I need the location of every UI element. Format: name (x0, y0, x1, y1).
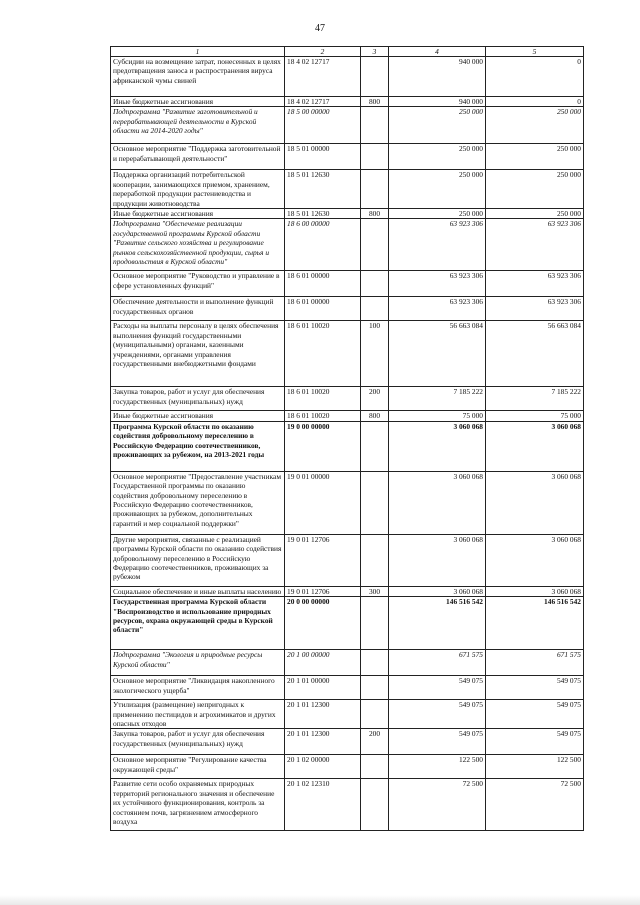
cell-amount-year-2: 63 923 306 (486, 297, 584, 321)
cell-amount-year-1: 56 663 084 (389, 321, 486, 387)
page-number: 47 (315, 23, 325, 34)
table-row (111, 57, 584, 97)
cell-amount-year-2: 72 500 (486, 779, 584, 831)
cell-expense-type (361, 107, 389, 144)
cell-name: Другие мероприятия, связанные с реализацией программы Курской области по оказанию содействия добровольному переселению в Российскую Федерацию соотечественников, проживающих за рубежом (111, 534, 285, 586)
cell-amount-year-2: 122 500 (486, 755, 584, 779)
cell-name: Основное мероприятие "Руководство и управление в сфере установленных функций" (111, 271, 285, 297)
cell-target-code: 18 4 02 12717 (285, 97, 361, 107)
cell-name: Основное мероприятие "Поддержка заготовительной и перерабатывающей деятельности" (111, 144, 285, 170)
cell-expense-type (361, 170, 389, 209)
table-row (111, 387, 584, 411)
cell-expense-type (361, 271, 389, 297)
cell-amount-year-2: 250 000 (486, 170, 584, 209)
cell-expense-type: 300 (361, 586, 389, 596)
cell-amount-year-1: 3 060 068 (389, 586, 486, 596)
cell-amount-year-1: 72 500 (389, 779, 486, 831)
cell-target-code: 20 0 00 00000 (285, 597, 361, 650)
cell-amount-year-1: 63 923 306 (389, 271, 486, 297)
cell-name: Иные бюджетные ассигнования (111, 411, 285, 421)
cell-expense-type (361, 144, 389, 170)
header-col-5: 5 (486, 47, 584, 57)
cell-amount-year-2: 250 000 (486, 144, 584, 170)
cell-name: Обеспечение деятельности и выполнение функций государственных органов (111, 297, 285, 321)
cell-amount-year-2: 549 075 (486, 676, 584, 700)
cell-name: Субсидии на возмещение затрат, понесенных в целях предотвращения заноса и распространения вируса африканской чумы свиней (111, 57, 285, 97)
cell-expense-type (361, 779, 389, 831)
cell-expense-type (361, 421, 389, 471)
cell-name: Подпрограмма "Развитие заготовительной и перерабатывающей деятельности в Курской области на 2014-2020 годы" (111, 107, 285, 144)
cell-amount-year-2: 75 000 (486, 411, 584, 421)
cell-name: Государственная программа Курской области "Воспроизводство и использование природных ресурсов, охрана окружающей среды в Курской области" (111, 597, 285, 650)
cell-amount-year-1: 549 075 (389, 676, 486, 700)
cell-amount-year-1: 63 923 306 (389, 219, 486, 271)
table-row (111, 700, 584, 729)
cell-name: Закупка товаров, работ и услуг для обеспечения государственных (муниципальных) нужд (111, 387, 285, 411)
table-row (111, 676, 584, 700)
cell-name: Утилизация (размещение) непригодных к применению пестицидов и агрохимикатов и других опасных отходов (111, 700, 285, 729)
cell-amount-year-2: 56 663 084 (486, 321, 584, 387)
cell-name: Программа Курской области по оказанию содействия добровольному переселению в Российскую Федерацию соотечественников, проживающих за рубежом, на 2013-2021 годы (111, 421, 285, 471)
table-row (111, 271, 584, 297)
table-header-row (111, 47, 584, 57)
table-row (111, 107, 584, 144)
header-col-3: 3 (361, 47, 389, 57)
cell-name: Иные бюджетные ассигнования (111, 209, 285, 219)
table-row (111, 321, 584, 387)
cell-name: Подпрограмма "Экология и природные ресурсы Курской области" (111, 650, 285, 676)
cell-expense-type (361, 297, 389, 321)
table-row (111, 650, 584, 676)
cell-amount-year-2: 549 075 (486, 729, 584, 755)
cell-amount-year-1: 3 060 068 (389, 534, 486, 586)
cell-amount-year-2: 63 923 306 (486, 271, 584, 297)
cell-name: Расходы на выплаты персоналу в целях обеспечения выполнения функций государственными (муниципальными) органами, казенными учреждениями, органами управления государственными внебюджетными фондами (111, 321, 285, 387)
cell-expense-type: 800 (361, 411, 389, 421)
cell-amount-year-1: 146 516 542 (389, 597, 486, 650)
cell-target-code: 20 1 02 12310 (285, 779, 361, 831)
cell-target-code: 18 6 01 10020 (285, 387, 361, 411)
budget-table (110, 46, 584, 831)
table-row (111, 586, 584, 596)
cell-expense-type: 200 (361, 387, 389, 411)
cell-target-code: 18 5 01 12630 (285, 170, 361, 209)
cell-target-code: 18 6 01 00000 (285, 271, 361, 297)
cell-amount-year-2: 146 516 542 (486, 597, 584, 650)
cell-name: Поддержка организаций потребительской кооперации, занимающихся приемом, хранением, переработкой продукции растениеводства и продукции животноводства (111, 170, 285, 209)
cell-target-code: 20 1 01 12300 (285, 729, 361, 755)
cell-amount-year-2: 549 075 (486, 700, 584, 729)
cell-name: Социальное обеспечение и иные выплаты населению (111, 586, 285, 596)
cell-target-code: 18 6 01 00000 (285, 297, 361, 321)
cell-amount-year-1: 250 000 (389, 209, 486, 219)
cell-expense-type (361, 534, 389, 586)
cell-name: Основное мероприятие "Регулирование качества окружающей среды" (111, 755, 285, 779)
cell-expense-type (361, 471, 389, 534)
table-row (111, 534, 584, 586)
table-row (111, 421, 584, 471)
cell-expense-type (361, 219, 389, 271)
cell-amount-year-2: 250 000 (486, 209, 584, 219)
cell-target-code: 18 5 01 00000 (285, 144, 361, 170)
cell-amount-year-1: 250 000 (389, 107, 486, 144)
cell-name: Закупка товаров, работ и услуг для обеспечения государственных (муниципальных) нужд (111, 729, 285, 755)
cell-amount-year-2: 3 060 068 (486, 421, 584, 471)
cell-expense-type: 800 (361, 97, 389, 107)
table-row (111, 97, 584, 107)
table-row (111, 779, 584, 831)
cell-expense-type: 200 (361, 729, 389, 755)
table-row (111, 219, 584, 271)
cell-target-code: 20 1 01 00000 (285, 676, 361, 700)
cell-expense-type: 100 (361, 321, 389, 387)
table-body (111, 57, 584, 831)
cell-amount-year-1: 250 000 (389, 170, 486, 209)
table-row (111, 597, 584, 650)
cell-expense-type (361, 597, 389, 650)
cell-amount-year-2: 671 575 (486, 650, 584, 676)
cell-expense-type: 800 (361, 209, 389, 219)
cell-target-code: 20 1 00 00000 (285, 650, 361, 676)
cell-amount-year-1: 75 000 (389, 411, 486, 421)
table-row (111, 729, 584, 755)
cell-amount-year-2: 3 060 068 (486, 586, 584, 596)
cell-amount-year-1: 63 923 306 (389, 297, 486, 321)
cell-expense-type (361, 57, 389, 97)
cell-target-code: 20 1 01 12300 (285, 700, 361, 729)
cell-amount-year-2: 0 (486, 57, 584, 97)
cell-target-code: 18 5 01 12630 (285, 209, 361, 219)
cell-amount-year-1: 940 000 (389, 57, 486, 97)
table-row (111, 209, 584, 219)
cell-target-code: 19 0 00 00000 (285, 421, 361, 471)
cell-amount-year-2: 250 000 (486, 107, 584, 144)
cell-amount-year-1: 3 060 068 (389, 421, 486, 471)
table-row (111, 755, 584, 779)
header-col-2: 2 (285, 47, 361, 57)
cell-name: Подпрограмма "Обеспечение реализации государственной программы Курской области "Развитие сельского хозяйства и регулирование рынков сельскохозяйственной продукции, сырья и продовольствия в Курской области" (111, 219, 285, 271)
cell-target-code: 19 0 01 00000 (285, 471, 361, 534)
cell-expense-type (361, 755, 389, 779)
table-row (111, 144, 584, 170)
cell-target-code: 20 1 02 00000 (285, 755, 361, 779)
table-row (111, 471, 584, 534)
page-bottom-edge (0, 895, 640, 905)
cell-amount-year-2: 3 060 068 (486, 471, 584, 534)
cell-amount-year-1: 549 075 (389, 700, 486, 729)
cell-amount-year-2: 0 (486, 97, 584, 107)
cell-expense-type (361, 676, 389, 700)
cell-name: Основное мероприятие "Ликвидация накопленного экологического ущерба" (111, 676, 285, 700)
cell-target-code: 18 6 00 00000 (285, 219, 361, 271)
cell-target-code: 18 5 00 00000 (285, 107, 361, 144)
cell-target-code: 18 6 01 10020 (285, 321, 361, 387)
cell-target-code: 18 6 01 10020 (285, 411, 361, 421)
cell-amount-year-1: 549 075 (389, 729, 486, 755)
cell-amount-year-1: 671 575 (389, 650, 486, 676)
cell-name: Основное мероприятие "Предоставление участникам Государственной программы по оказанию содействия добровольному переселению в Российскую Федерацию соотечественников, проживающих за рубежом, дополнительных гарантий и мер социальной поддержки" (111, 471, 285, 534)
cell-name: Иные бюджетные ассигнования (111, 97, 285, 107)
cell-amount-year-2: 63 923 306 (486, 219, 584, 271)
cell-target-code: 19 0 01 12706 (285, 586, 361, 596)
cell-amount-year-1: 250 000 (389, 144, 486, 170)
table-row (111, 297, 584, 321)
cell-name: Развитие сети особо охраняемых природных территорий регионального значения и обеспечение их устойчивого функционирования, контроль за состоянием почв, загрязнением атмосферного воздуха (111, 779, 285, 831)
cell-amount-year-2: 7 185 222 (486, 387, 584, 411)
cell-expense-type (361, 650, 389, 676)
cell-target-code: 19 0 01 12706 (285, 534, 361, 586)
cell-target-code: 18 4 02 12717 (285, 57, 361, 97)
cell-amount-year-1: 3 060 068 (389, 471, 486, 534)
cell-amount-year-2: 3 060 068 (486, 534, 584, 586)
cell-expense-type (361, 700, 389, 729)
cell-amount-year-1: 940 000 (389, 97, 486, 107)
cell-amount-year-1: 7 185 222 (389, 387, 486, 411)
table-row (111, 411, 584, 421)
table-row (111, 170, 584, 209)
cell-amount-year-1: 122 500 (389, 755, 486, 779)
header-col-1: 1 (111, 47, 285, 57)
header-col-4: 4 (389, 47, 486, 57)
